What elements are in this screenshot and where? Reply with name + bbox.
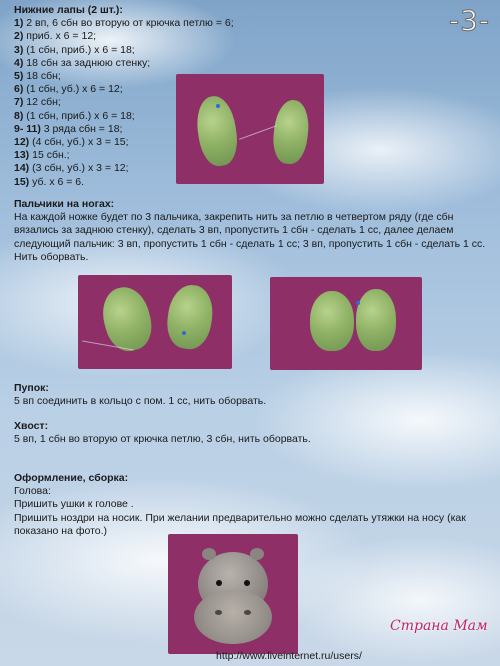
hippo-ear-shape	[202, 548, 216, 560]
tail-section	[14, 420, 490, 446]
assembly-line: Пришить ноздри на носик. При желании предварительно можно сделать утяжки на носу (как показано на фото.)	[14, 511, 466, 537]
navel-text: 5 вп соединить в кольцо с пом. 1 сс, нить оборвать.	[14, 395, 267, 408]
paw-row-number: 5)	[14, 70, 24, 83]
paw-row-number: 6)	[14, 83, 24, 96]
photo-feet-1	[176, 74, 324, 184]
paw-row-text: 3 ряда сбн = 18;	[40, 122, 123, 135]
foot-shape	[356, 289, 396, 351]
paw-row-text: (3 сбн, уб.) х 3 = 12;	[29, 162, 129, 175]
paw-row-number: 7)	[14, 96, 24, 109]
paw-row-text: приб. х 6 = 12;	[23, 30, 97, 43]
source-url: http://www.liveinternet.ru/users/	[216, 650, 362, 662]
paw-row-text: 15 сбн.;	[29, 149, 70, 162]
thread	[239, 125, 277, 140]
photo-hippo-head	[168, 534, 298, 654]
assembly-line: Пришить ушки к голове .	[14, 498, 134, 511]
page-number: -3-	[448, 4, 490, 37]
paw-row-number: 15)	[14, 175, 30, 188]
eye-shape	[244, 580, 250, 586]
paw-row-text: (4 сбн, уб.) х 3 = 15;	[29, 136, 129, 149]
pin-icon	[216, 104, 220, 108]
paw-row-text: 2 вп, 6 сбн во вторую от крючка петлю = 6;	[23, 17, 234, 30]
navel-section	[14, 382, 490, 408]
paw-row	[14, 44, 374, 57]
photo-feet-3	[270, 277, 422, 370]
paw-row-text: 18 сбн;	[23, 70, 61, 83]
assembly-section	[14, 472, 490, 538]
pin-icon	[182, 331, 186, 335]
paw-row-number: 13)	[14, 149, 30, 162]
foot-shape	[271, 98, 312, 165]
lower-paws-title: Нижние лапы (2 шт.):	[14, 4, 123, 16]
paw-row	[14, 57, 374, 70]
paw-row-number: 2)	[14, 30, 24, 43]
paw-row-number: 14)	[14, 162, 30, 175]
eye-shape	[216, 580, 222, 586]
paw-row-text: (1 сбн, приб.) х 6 = 18;	[23, 109, 135, 122]
paw-row-text: 18 сбн за заднюю стенку;	[23, 56, 151, 69]
toes-title: Пальчики на ногах:	[14, 198, 115, 210]
paw-row-number: 12)	[14, 136, 30, 149]
paw-row	[14, 30, 374, 43]
paw-row-number: 4)	[14, 56, 24, 69]
paw-row	[14, 17, 374, 30]
site-logo: Страна Мам	[390, 618, 488, 634]
paw-row-text: 12 сбн;	[23, 96, 61, 109]
paw-row-text: (1 сбн, приб.) х 6 = 18;	[23, 43, 135, 56]
foot-shape	[164, 282, 216, 352]
nostril-shape	[244, 610, 251, 615]
paw-row-text: (1 сбн, уб.) х 6 = 12;	[23, 83, 123, 96]
navel-title: Пупок:	[14, 382, 49, 394]
assembly-line: Голова:	[14, 485, 51, 498]
assembly-title: Оформление, сборка:	[14, 472, 129, 484]
paw-row-number: 1)	[14, 17, 24, 30]
hippo-snout-shape	[194, 590, 272, 644]
paw-row-number: 3)	[14, 43, 24, 56]
nostril-shape	[215, 610, 222, 615]
tail-text: 5 вп, 1 сбн во вторую от крючка петлю, 3 сбн, нить оборвать.	[14, 433, 311, 446]
paw-row-number: 8)	[14, 109, 24, 122]
hippo-ear-shape	[250, 548, 264, 560]
tail-title: Хвост:	[14, 420, 49, 432]
toes-section	[14, 198, 490, 264]
toes-text: На каждой ножке будет по 3 пальчика, закрепить нить за петлю в четвертом ряду (где сбн вязались за заднюю стенку), сделать 3 вп, пропустить 1 сбн - сделать 1 сс, далее делаем следующий пальчик: 3 вп, пропустить 1 сбн - сделать 1 сс; 3 вп, пропустить 1 сбн - сделать 1 сс. Нить оборвать.	[14, 211, 486, 263]
photo-feet-2	[78, 275, 232, 369]
foot-shape	[310, 291, 354, 351]
pin-icon	[356, 301, 360, 305]
paw-row-text: уб. х 6 = 6.	[29, 175, 85, 188]
paw-row-number: 9- 11)	[14, 122, 41, 135]
